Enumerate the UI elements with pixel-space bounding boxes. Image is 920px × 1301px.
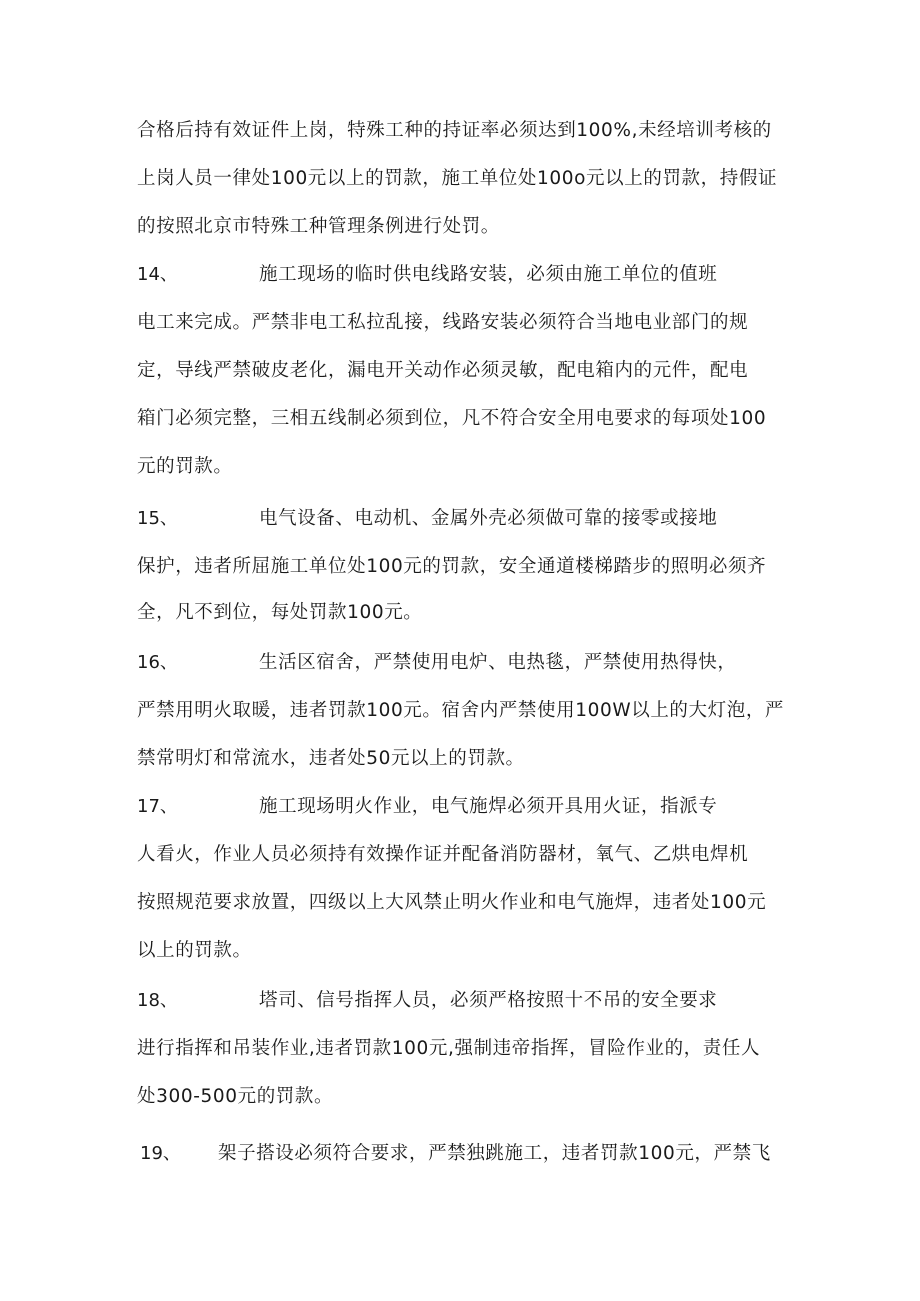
item-number: 15、 <box>137 508 178 529</box>
paragraph-line: 禁常明灯和常流水，违者处50元以上的罚款。 <box>137 748 525 769</box>
paragraph-line: 按照规范要求放置，四级以上大风禁止明火作业和电气施焊，违者处100元 <box>137 892 767 913</box>
item-heading: 生活区宿舍，严禁使用电炉、电热毯，严禁使用热得快， <box>259 652 737 673</box>
paragraph-line: 全，凡不到位，每处罚款100元。 <box>137 602 423 623</box>
paragraph-line: 定，导线严禁破皮老化，漏电开关动作必须灵敏，配电箱内的元件，配电 <box>137 360 749 381</box>
paragraph-line: 元的罚款。 <box>137 456 233 477</box>
item-number: 19、 <box>140 1143 181 1164</box>
item-number: 16、 <box>137 652 178 673</box>
paragraph-line: 的按照北京市特殊工种管理条例进行处罚。 <box>137 216 500 237</box>
paragraph-line: 合格后持有效证件上岗，特殊工种的持证率必须达到100%,未经培训考核的 <box>137 120 772 141</box>
paragraph-line: 电工来完成。严禁非电工私拉乱接，线路安装必须符合当地电业部门的规 <box>137 312 749 333</box>
item-heading: 施工现场明火作业，电气施焊必须开具用火证，指派专 <box>259 796 718 817</box>
paragraph-line: 人看火，作业人员必须持有效操作证并配备消防器材，氧气、乙烘电焊机 <box>137 844 749 865</box>
paragraph-line: 处300-500元的罚款。 <box>137 1086 334 1107</box>
paragraph-line: 严禁用明火取暖，违者罚款100元。宿舍内严禁使用100W以上的大灯泡，严 <box>137 700 785 721</box>
item-number: 14、 <box>137 264 178 285</box>
paragraph-line: 进行指挥和吊装作业,违者罚款100元,强制违帝指挥，冒险作业的，责任人 <box>137 1038 761 1059</box>
paragraph-line: 以上的罚款。 <box>137 940 252 961</box>
item-number: 17、 <box>137 796 178 817</box>
item-heading: 塔司、信号指挥人员，必须严格按照十不吊的安全要求 <box>259 990 718 1011</box>
paragraph-line: 保护，违者所屈施工单位处100元的罚款，安全通道楼梯踏步的照明必须齐 <box>137 556 767 577</box>
item-heading: 电气设备、电动机、金属外壳必须做可靠的接零或接地 <box>259 508 718 529</box>
item-heading: 架子搭设必须符合要求，严禁独跳施工，违者罚款100元，严禁飞 <box>218 1143 771 1164</box>
paragraph-line: 上岗人员一律处100元以上的罚款，施工单位处100o元以上的罚款，持假证 <box>137 168 778 189</box>
item-heading: 施工现场的临时供电线路安装，必须由施工单位的值班 <box>259 264 718 285</box>
item-number: 18、 <box>137 990 178 1011</box>
paragraph-line: 箱门必须完整，三相五线制必须到位，凡不符合安全用电要求的每项处100 <box>137 408 767 429</box>
